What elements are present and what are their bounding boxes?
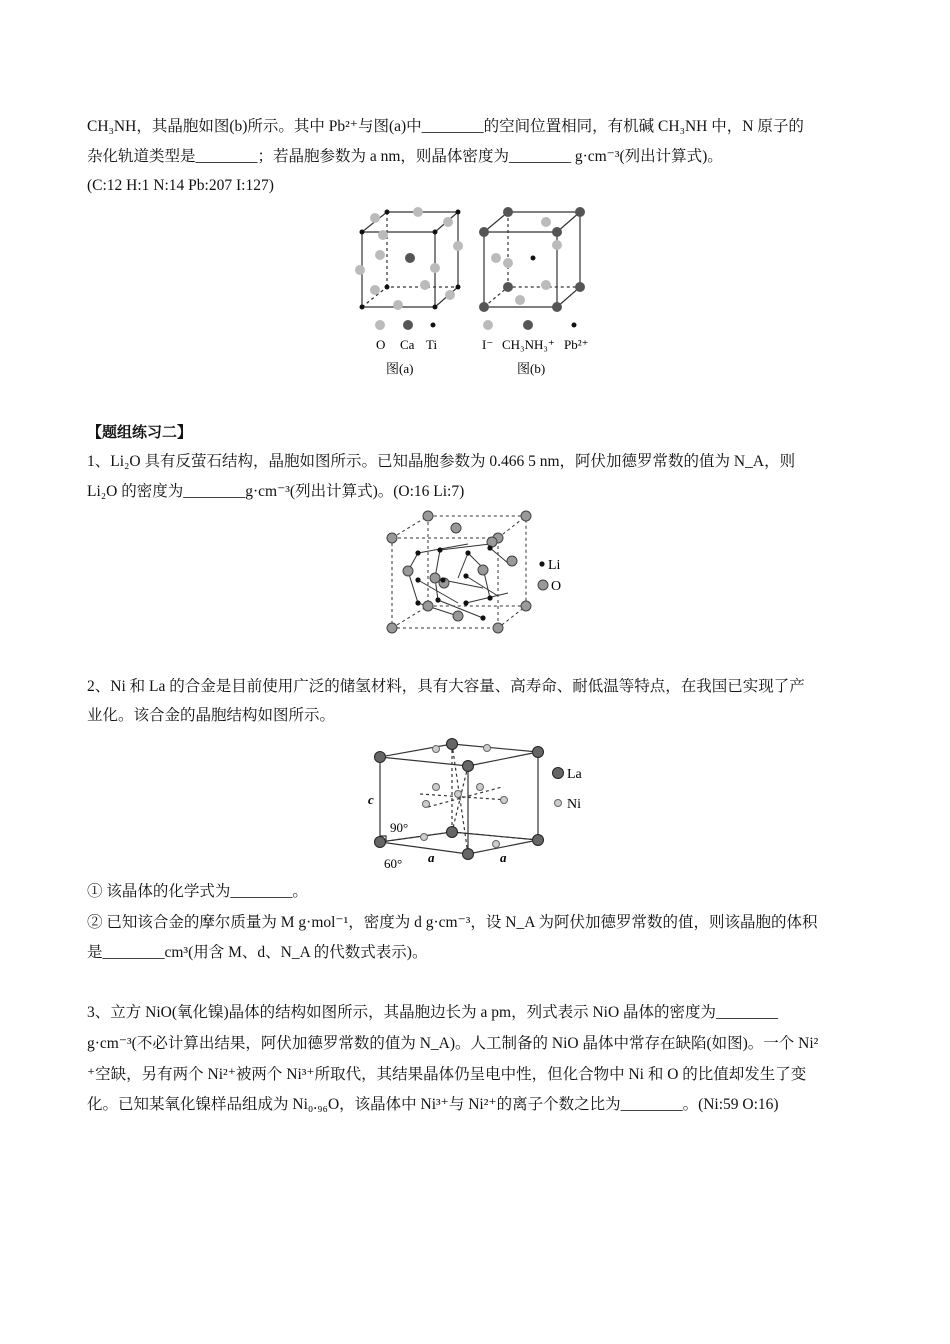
lani-legend <box>553 767 583 812</box>
q3-line-3: ⁺空缺，另有两个 Ni²⁺被两个 Ni³⁺所取代，其结果晶体仍呈电中性，但化合物中 Ni 和 O 的比值却发生了变 <box>87 1066 807 1083</box>
q3-line-1: 3、立方 NiO(氧化镍)晶体的结构如图所示，其晶胞边长为 a pm，列式表示 NiO 晶体的密度为________ <box>87 1004 779 1021</box>
q3-line-2: g·cm⁻³(不必计算出结果，阿伏加德罗常数的值为 N_A)。人工制备的 NiO 晶体中常存在缺陷(如图)。一个 Ni² <box>87 1035 819 1052</box>
legend-a-ca: Ca <box>400 337 415 352</box>
legend-li: Li <box>548 558 561 573</box>
legend-a-o: O <box>376 337 386 352</box>
lani-cell-edges <box>380 744 538 854</box>
caption-b: 图(b) <box>517 361 546 376</box>
label-a-1: a <box>428 850 435 865</box>
legend-b-i: I⁻ <box>482 337 494 352</box>
caption-a: 图(a) <box>386 361 414 376</box>
legend-a-ti: Ti <box>426 337 438 352</box>
intro-line-1: CH₃NH，其晶胞如图(b)所示。其中 Pb²⁺与图(a)中________的空间位置相同，有机碱 CH₃NH 中，N 原子的 <box>87 118 804 135</box>
label-c: c <box>368 792 374 807</box>
section-title: 【题组练习二】 <box>87 423 193 441</box>
legend-ni: Ni <box>567 797 581 812</box>
label-a-2: a <box>500 850 507 865</box>
q2-line-1: 2、Ni 和 La 的合金是目前使用广泛的储氢材料，具有大容量、高寿命、耐低温等特点，在我国已实现了产 <box>87 678 805 695</box>
lani-labels <box>368 792 507 871</box>
q1-line-1: 1、Li₂O 具有反萤石结构，晶胞如图所示。已知晶胞参数为 0.466 5 nm，阿伏加德罗常数的值为 N_A，则 <box>87 453 796 470</box>
legend-o: O <box>551 579 562 594</box>
q2-sub-2-line-2: 是________cm³(用含 M、d、N_A 的代数式表示)。 <box>87 944 428 961</box>
q2-sub-2-line-1: ② 已知该合金的摩尔质量为 M g·mol⁻¹，密度为 d g·cm⁻³，设 N_A 为阿伏加德罗常数的值，则该晶胞的体积 <box>87 914 818 931</box>
figure-lani-alloy <box>360 732 600 877</box>
label-60: 60° <box>384 856 403 871</box>
q2-line-2: 业化。该合金的晶胞结构如图所示。 <box>87 707 336 724</box>
li2o-legend <box>538 558 561 594</box>
q3-line-4: 化。已知某氧化镍样品组成为 Ni₀.₉₆O，该晶体中 Ni³⁺与 Ni²⁺的离子个数之比为________。(Ni:59 O:16) <box>87 1096 779 1113</box>
q2-sub-1: ① 该晶体的化学式为________。 <box>87 883 308 900</box>
label-90: 90° <box>390 820 409 835</box>
legend-b-ch3nh3: CH₃NH₃⁺ <box>502 337 555 352</box>
q1-line-2: Li₂O 的密度为________g·cm⁻³(列出计算式)。(O:16 Li:7) <box>87 483 465 500</box>
intro-line-2: 杂化轨道类型是________；若晶胞参数为 a nm，则晶体密度为________ g·cm⁻³(列出计算式)。 <box>87 148 723 165</box>
figure-a-atoms <box>355 207 463 310</box>
figure-li2o <box>378 508 578 643</box>
figure-a-legend <box>375 320 437 376</box>
legend-la: La <box>567 767 582 782</box>
intro-line-3: (C:12 H:1 N:14 Pb:207 I:127) <box>87 177 274 194</box>
figure-b-legend <box>482 320 589 376</box>
legend-b-pb: Pb²⁺ <box>564 337 589 352</box>
figure-a-b <box>350 200 600 385</box>
